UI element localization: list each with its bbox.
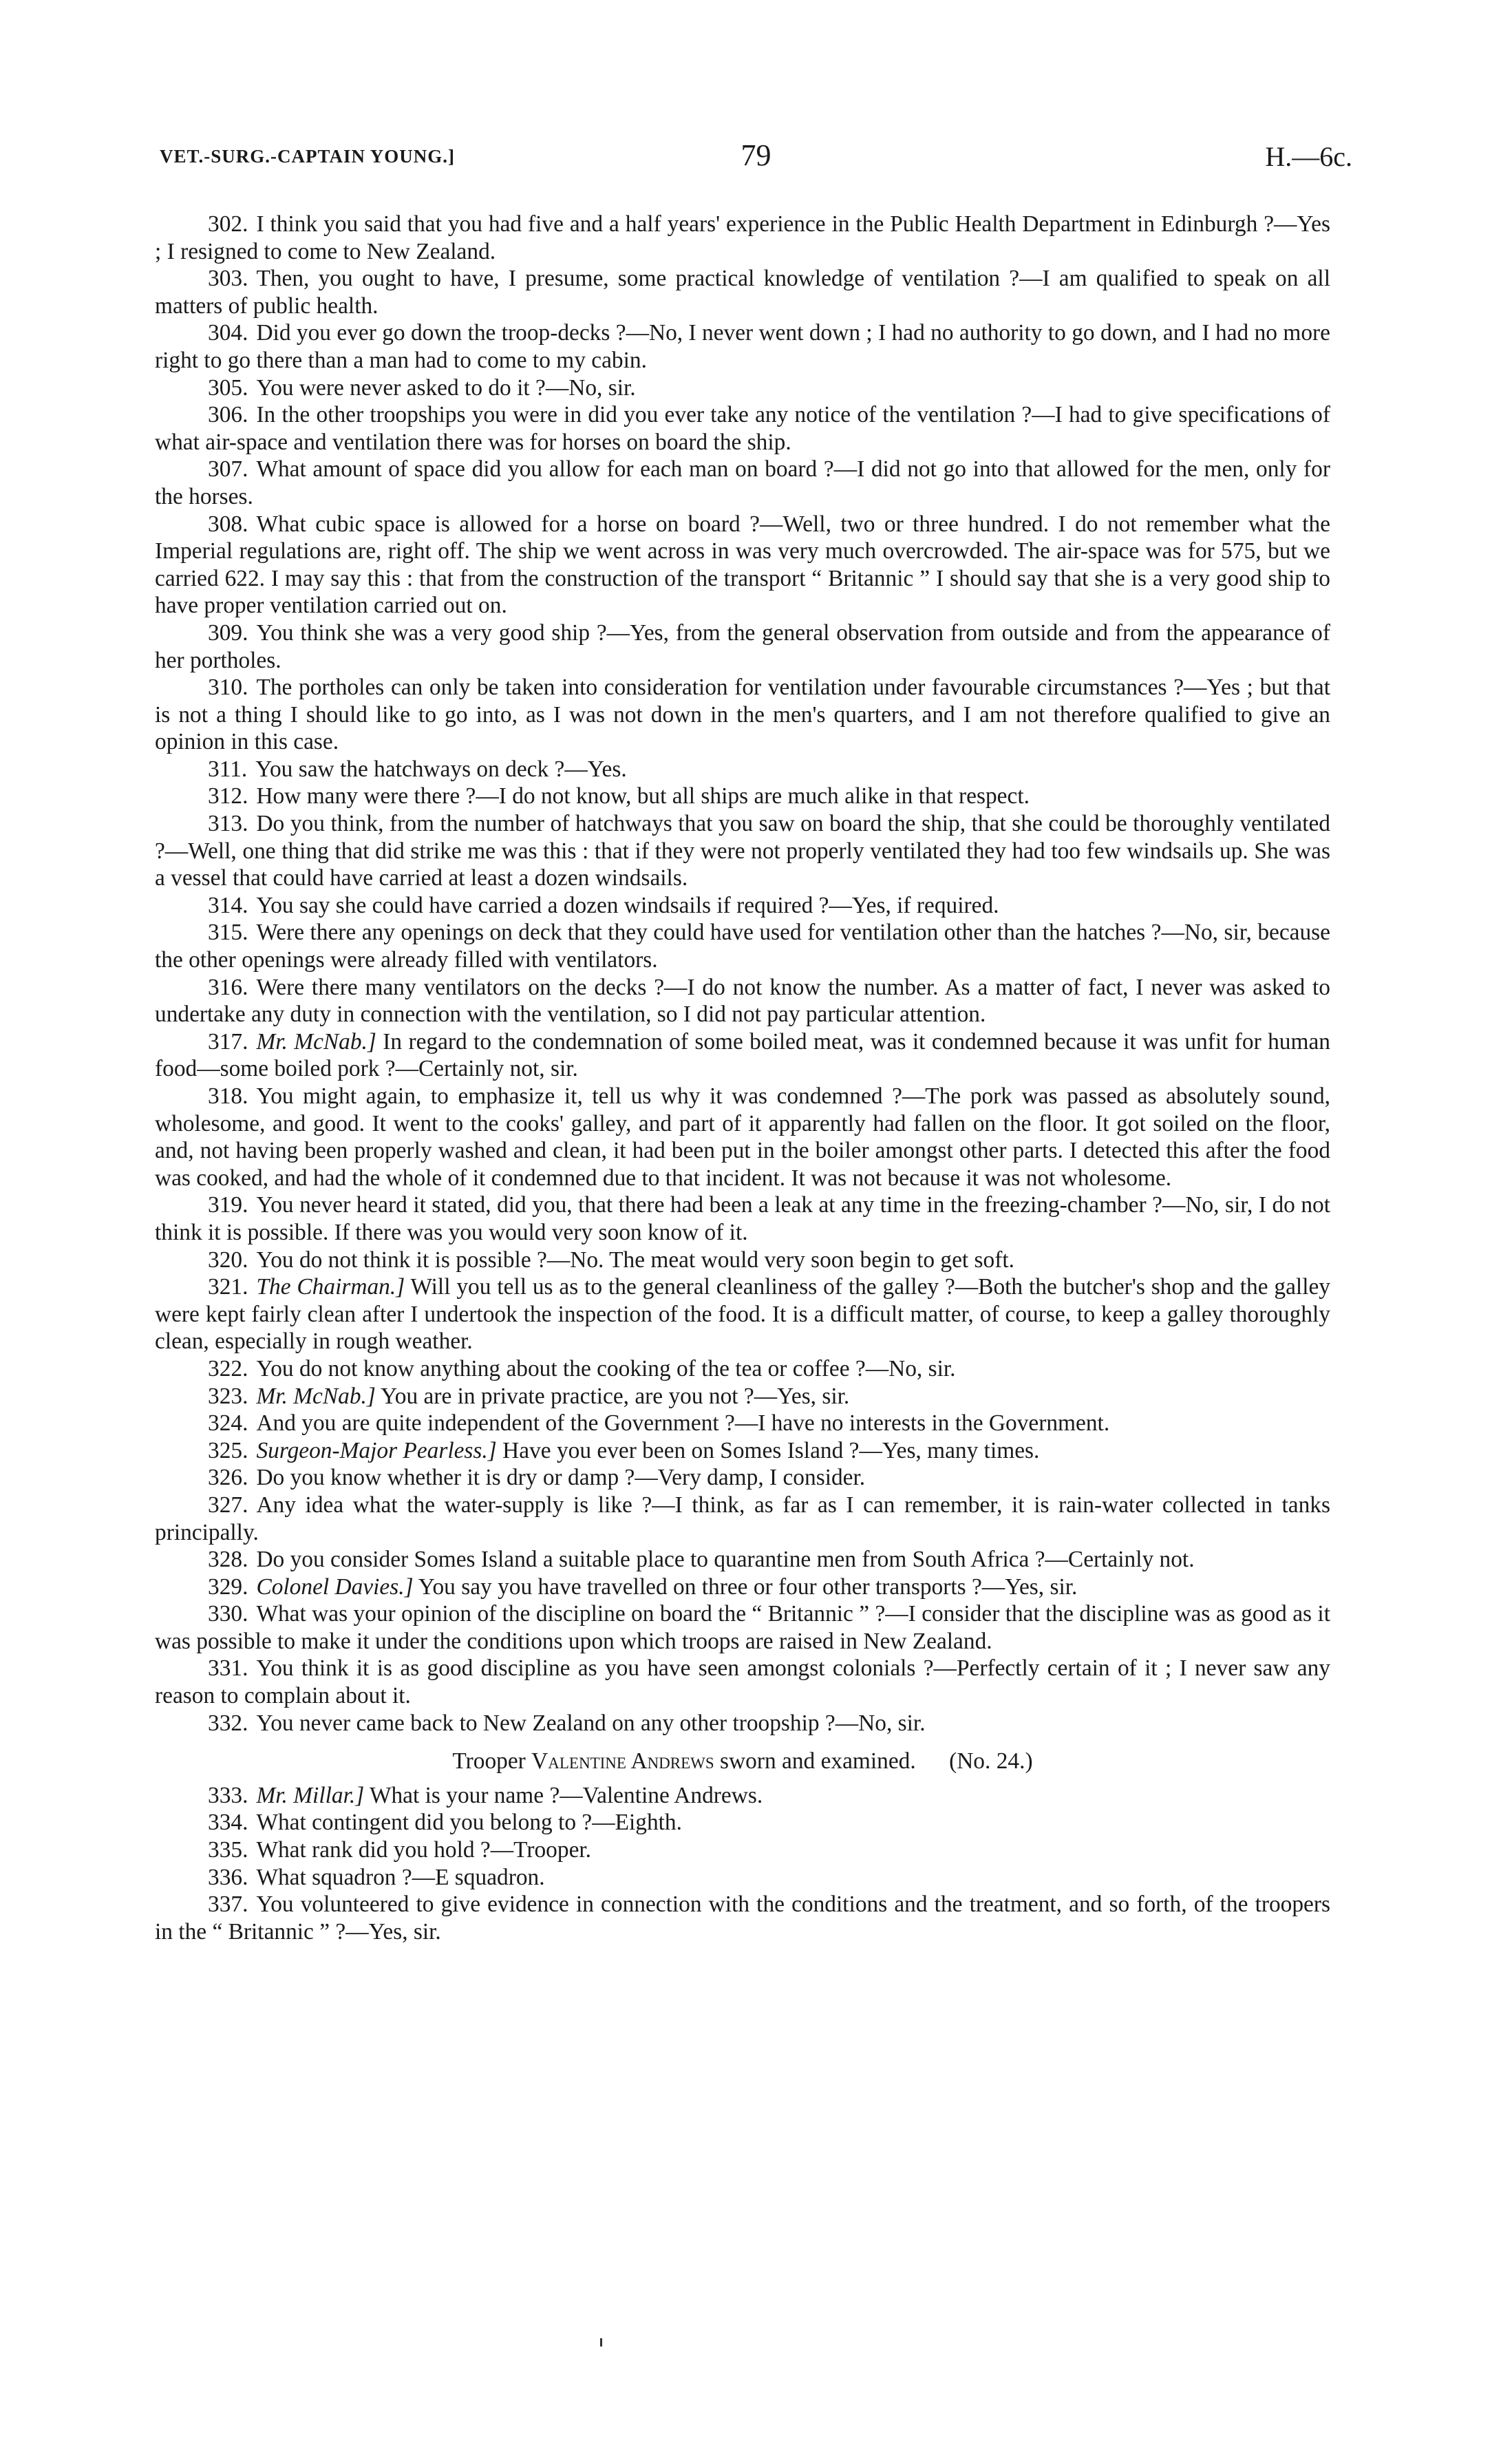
question-number: 303. xyxy=(208,266,248,292)
witness-number: (No. 24.) xyxy=(949,1748,1033,1775)
question-number: 336. xyxy=(208,1864,248,1890)
question-paragraph xyxy=(155,456,1330,510)
question-text: You never heard it stated, did you, that there had been a leak at any time in the freezing-chamber ?—No, sir, I do not think it is possible. If there was you would very soon know of it. xyxy=(155,1192,1330,1245)
question-paragraph xyxy=(155,1083,1330,1191)
question-number: 313. xyxy=(208,811,248,837)
question-number: 318. xyxy=(208,1083,248,1109)
question-number: 331. xyxy=(208,1655,248,1682)
question-paragraph xyxy=(155,1355,1330,1383)
question-text: Have you ever been on Somes Island ?—Yes, many times. xyxy=(502,1437,1040,1463)
question-paragraph xyxy=(155,1836,1330,1864)
question-text: In regard to the condemnation of some boiled meat, was it condemned because it was unfit for human food—some boiled pork ?—Certainly not, sir. xyxy=(155,1028,1330,1082)
question-number: 304. xyxy=(208,320,248,346)
speaker-name: Mr. Millar.] xyxy=(256,1782,365,1808)
question-number: 312. xyxy=(208,783,248,809)
question-number: 328. xyxy=(208,1547,248,1573)
question-paragraph xyxy=(155,892,1330,920)
question-text: What contingent did you belong to ?—Eighth. xyxy=(256,1810,682,1836)
question-text: Did you ever go down the troop-decks ?—No, I never went down ; I had no authority to go down, and I had no more right to go there than a man had to come to my cabin. xyxy=(155,320,1330,373)
question-number: 311. xyxy=(208,756,248,782)
question-number: 317. xyxy=(208,1028,248,1055)
speaker-name: Mr. McNab.] xyxy=(256,1383,376,1409)
page-header xyxy=(160,138,1352,179)
question-text: What squadron ?—E squadron. xyxy=(256,1864,545,1890)
question-text: What cubic space is allowed for a horse on board ?—Well, two or three hundred. I do not remember what the Imperial regulations are, right off. The ship we went across in was very much overcrowded. The air-space was for 575, but we carried 622. I may say this : that from the construction of the transport “ Britannic ” I should say that she is a very good ship to have proper ventilation carried out on. xyxy=(155,511,1330,619)
question-paragraph xyxy=(155,1864,1330,1892)
question-text: How many were there ?—I do not know, but all ships are much alike in that respect. xyxy=(256,783,1030,809)
question-number: 324. xyxy=(208,1410,248,1437)
question-paragraph xyxy=(155,1191,1330,1246)
question-paragraph xyxy=(155,511,1330,619)
witness-prefix: Trooper xyxy=(452,1748,526,1775)
running-head: VET.-SURG.-CAPTAIN YOUNG.] xyxy=(160,146,455,167)
question-text: You do not think it is possible ?—No. The meat would very soon begin to get soft. xyxy=(256,1247,1014,1273)
question-number: 316. xyxy=(208,974,248,1000)
question-paragraph xyxy=(155,674,1330,756)
question-number: 307. xyxy=(208,456,248,483)
stray-mark xyxy=(600,2338,602,2347)
question-paragraph xyxy=(155,1464,1330,1492)
question-text: Were there many ventilators on the decks ?—I do not know the number. As a matter of fact, I never was asked to undertake any duty in connection with the ventilation, so I did not pay particular attention. xyxy=(155,974,1330,1028)
question-paragraph xyxy=(155,1273,1330,1355)
question-paragraph xyxy=(155,1655,1330,1709)
question-paragraph xyxy=(155,211,1330,265)
question-text: You saw the hatchways on deck ?—Yes. xyxy=(255,756,627,782)
question-paragraph xyxy=(155,265,1330,319)
question-number: 310. xyxy=(208,675,248,701)
speaker-name: Colonel Davies.] xyxy=(256,1574,414,1600)
question-text: Do you think, from the number of hatchways that you saw on board the ship, that she could be thoroughly ventilated ?—Well, one thing that did strike me was this : that if they were not properly ventilated they had too few windsails up. She was a vessel that could have carried at least a dozen windsails. xyxy=(155,811,1330,891)
question-text: Then, you ought to have, I presume, some practical knowledge of ventilation ?—I am qualified to speak on all matters of public health. xyxy=(155,266,1330,319)
question-number: 314. xyxy=(208,892,248,918)
question-paragraph xyxy=(155,783,1330,810)
document-reference: H.—6c. xyxy=(1265,141,1352,172)
question-number: 327. xyxy=(208,1492,248,1518)
question-paragraph xyxy=(155,401,1330,456)
question-number: 330. xyxy=(208,1601,248,1627)
question-text: What amount of space did you allow for each man on board ?—I did not go into that allowed for the men, only for the horses. xyxy=(155,456,1330,509)
question-paragraph xyxy=(155,810,1330,892)
testimony-body xyxy=(155,211,1330,1945)
witness-suffix: sworn and examined. xyxy=(720,1748,916,1775)
question-paragraph xyxy=(155,919,1330,973)
question-text: You say she could have carried a dozen windsails if required ?—Yes, if required. xyxy=(256,892,999,918)
question-text: Will you tell us as to the general cleanliness of the galley ?—Both the butcher's shop and the galley were kept fairly clean after I undertook the inspection of the food. It is a difficult matter, of course, to keep a galley thoroughly clean, especially in rough weather. xyxy=(155,1274,1330,1355)
question-paragraph xyxy=(155,756,1330,783)
question-paragraph xyxy=(155,1247,1330,1274)
question-number: 333. xyxy=(208,1782,248,1808)
question-number: 337. xyxy=(208,1892,248,1918)
page-number: 79 xyxy=(741,138,771,172)
question-number: 326. xyxy=(208,1465,248,1491)
question-number: 321. xyxy=(208,1274,248,1300)
question-number: 309. xyxy=(208,619,248,646)
question-number: 325. xyxy=(208,1437,248,1463)
question-text: In the other troopships you were in did you ever take any notice of the ventilation ?—I had to give specifications of what air-space and ventilation there was for horses on board the ship. xyxy=(155,402,1330,455)
question-paragraph xyxy=(155,1891,1330,1945)
question-paragraph xyxy=(155,1809,1330,1836)
witness-name: Valentine Andrews xyxy=(531,1748,714,1775)
question-text: And you are quite independent of the Government ?—I have no interests in the Government. xyxy=(256,1410,1110,1437)
question-paragraph xyxy=(155,1410,1330,1437)
question-number: 329. xyxy=(208,1574,248,1600)
question-paragraph xyxy=(155,1437,1330,1465)
question-text: Were there any openings on deck that they could have used for ventilation other than the hatches ?—No, sir, because the other openings were already filled with ventilators. xyxy=(155,920,1330,973)
question-paragraph xyxy=(155,1710,1330,1737)
speaker-name: The Chairman.] xyxy=(256,1274,405,1300)
question-number: 332. xyxy=(208,1710,248,1736)
question-number: 302. xyxy=(208,211,248,237)
question-number: 306. xyxy=(208,402,248,428)
speaker-name: Mr. McNab.] xyxy=(256,1028,376,1055)
speaker-name: Surgeon-Major Pearless.] xyxy=(256,1437,497,1463)
question-text: You were never asked to do it ?—No, sir. xyxy=(256,374,636,401)
question-paragraph xyxy=(155,1574,1330,1601)
question-number: 334. xyxy=(208,1810,248,1836)
question-number: 308. xyxy=(208,511,248,537)
question-text: Do you consider Somes Island a suitable place to quarantine men from South Africa ?—Certainly not. xyxy=(256,1547,1195,1573)
question-number: 323. xyxy=(208,1383,248,1409)
testimony-paragraphs-after xyxy=(155,1782,1330,1946)
question-paragraph xyxy=(155,1492,1330,1546)
question-text: I think you said that you had five and a half years' experience in the Public Health Department in Edinburgh ?—Yes ; I resigned to come to New Zealand. xyxy=(155,211,1330,264)
question-number: 335. xyxy=(208,1837,248,1863)
question-text: The portholes can only be taken into consideration for ventilation under favourable circumstances ?—Yes ; but that is not a thing I should like to go into, as I was not down in the men's quarters, and I am not therefore qualified to give an opinion in this case. xyxy=(155,675,1330,755)
question-text: You think she was a very good ship ?—Yes, from the general observation from outside and from the appearance of her portholes. xyxy=(155,619,1330,673)
question-paragraph xyxy=(155,1383,1330,1410)
question-text: You volunteered to give evidence in connection with the conditions and the treatment, and so forth, of the troopers in the “ Britannic ” ?—Yes, sir. xyxy=(155,1892,1330,1945)
question-number: 320. xyxy=(208,1247,248,1273)
question-paragraph xyxy=(155,1028,1330,1083)
question-text: You do not know anything about the cooking of the tea or coffee ?—No, sir. xyxy=(256,1355,956,1381)
question-text: Do you know whether it is dry or damp ?—Very damp, I consider. xyxy=(256,1465,866,1491)
question-text: What was your opinion of the discipline on board the “ Britannic ” ?—I consider that the discipline was as good as it was possible to make it under the conditions upon which troops are raised in New Zealand. xyxy=(155,1601,1330,1654)
question-text: You think it is as good discipline as you have seen amongst colonials ?—Perfectly certain of it ; I never saw any reason to complain about it. xyxy=(155,1655,1330,1709)
question-text: You are in private practice, are you not ?—Yes, sir. xyxy=(381,1383,850,1409)
question-paragraph xyxy=(155,1782,1330,1810)
question-paragraph xyxy=(155,374,1330,402)
question-text: You might again, to emphasize it, tell us why it was condemned ?—The pork was passed as absolutely sound, wholesome, and good. It went to the cooks' galley, and part of it apparently had fallen on the floor. It got soiled on the floor, and, not having been properly washed and clean, it had been put in the boiler amongst other parts. I detected this after the food was cooked, and had the whole of it condemned due to that incident. It was not because it was not wholesome. xyxy=(155,1083,1330,1191)
question-number: 315. xyxy=(208,920,248,946)
witness-heading xyxy=(155,1748,1330,1775)
question-text: What rank did you hold ?—Trooper. xyxy=(256,1837,592,1863)
question-number: 319. xyxy=(208,1192,248,1218)
question-paragraph xyxy=(155,974,1330,1028)
question-text: You say you have travelled on three or four other transports ?—Yes, sir. xyxy=(418,1574,1078,1600)
question-paragraph xyxy=(155,319,1330,374)
question-text: You never came back to New Zealand on any other troopship ?—No, sir. xyxy=(256,1710,926,1736)
question-text: What is your name ?—Valentine Andrews. xyxy=(369,1782,763,1808)
question-text: Any idea what the water-supply is like ?—I think, as far as I can remember, it is rain-water collected in tanks principally. xyxy=(155,1492,1330,1545)
question-paragraph xyxy=(155,1546,1330,1574)
question-number: 305. xyxy=(208,374,248,401)
question-paragraph xyxy=(155,619,1330,674)
testimony-paragraphs-before xyxy=(155,211,1330,1737)
question-paragraph xyxy=(155,1600,1330,1655)
question-number: 322. xyxy=(208,1355,248,1381)
